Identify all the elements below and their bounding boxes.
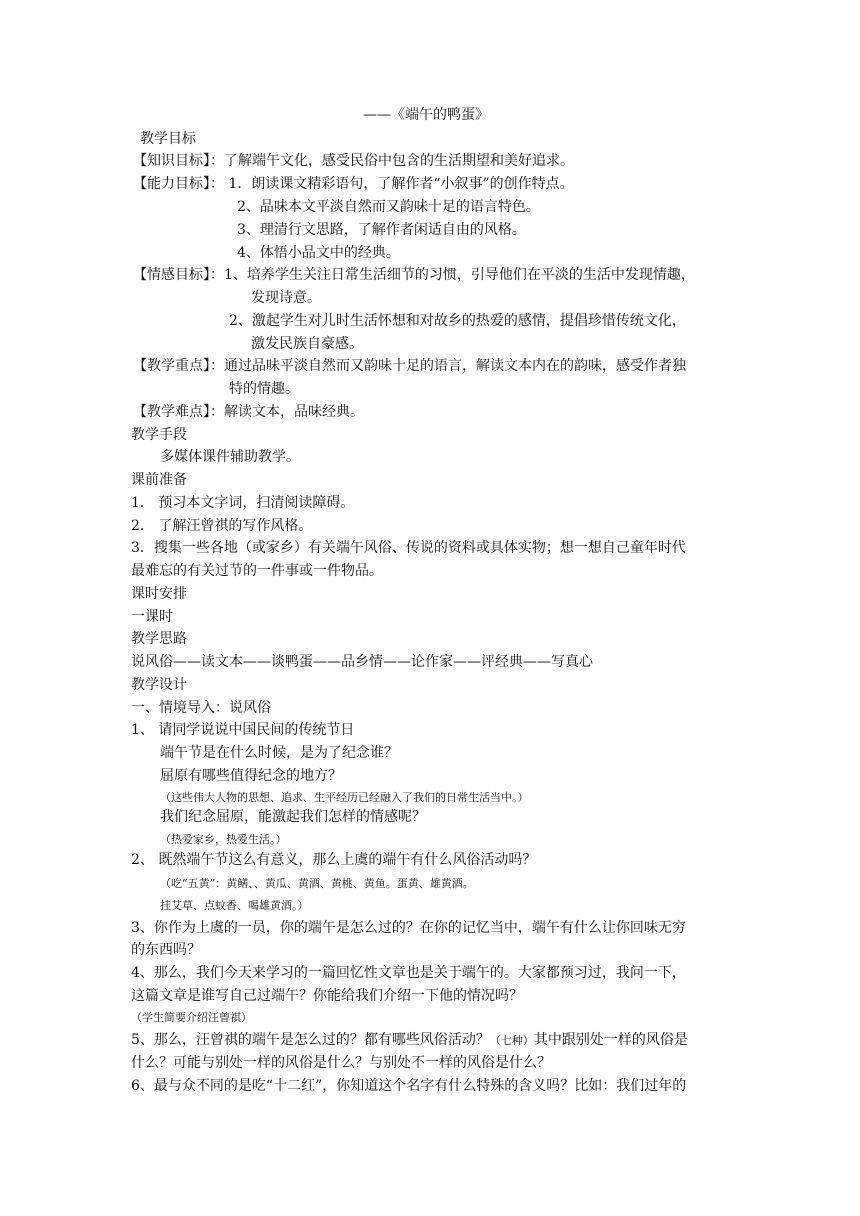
note-2: （热爱家乡，热爱生活。）	[160, 833, 287, 846]
item-5-note: （七种）	[489, 1034, 534, 1047]
prep-item-2: 2． 了解汪曾祺的写作风格。	[131, 518, 313, 534]
note-1: （这些伟大人物的思想、追求、生平经历已经融入了我们的日常生活当中。）	[160, 791, 529, 804]
item-2: 2、 既然端午节这么有意义，那么上虞的端午有什么风俗活动吗？	[131, 852, 537, 868]
item-5-cont: 什么？可能与别处一样的风俗是什么？与别处不一样的风俗是什么？	[131, 1055, 551, 1071]
ability-goal-1: 【能力目标】： 1．朗读课文精彩语句，了解作者“小叙事”的创作特点。	[133, 176, 574, 192]
emotion-goal-1-cont: 发现诗意。	[251, 290, 321, 306]
item-5-text-end: 其中跟别处一样的风俗是	[533, 1032, 688, 1048]
question-1: 端午节是在什么时候，是为了纪念谁？	[160, 745, 398, 761]
item-4-cont: 这篇文章是谁写自己过端午？你能给我们介绍一下他的情况吗？	[131, 988, 523, 1004]
emotion-goal-2: 2、激起学生对儿时生活怀想和对故乡的热爱的感情，提倡珍惜传统文化，	[229, 313, 686, 329]
heading-schedule: 课时安排	[131, 586, 187, 602]
difficult-point: 【教学难点】：解读文本，品味经典。	[133, 404, 364, 420]
emotion-goal-2-cont: 激发民族自豪感。	[251, 336, 363, 352]
heading-teaching-goals: 教学目标	[140, 131, 196, 147]
item-5	[131, 1029, 688, 1052]
note-3: （吃“五黄”：黄鳝、、黄瓜、黄酒、黄桃、黄鱼。蛋黄、雄黄酒。	[160, 877, 474, 890]
teaching-means-text: 多媒体课件辅助教学。	[160, 449, 300, 465]
heading-approach: 教学思路	[131, 631, 187, 647]
note-4: （学生简要介绍汪曾祺）	[131, 1011, 252, 1024]
item-4: 4、那么，我们今天来学习的一篇回忆性文章也是关于端午的。大家都预习过，我问一下，	[131, 965, 686, 981]
section-1-title: 一、情境导入：说风俗	[131, 700, 271, 716]
question-2: 屈原有哪些值得纪念的地方？	[160, 768, 342, 784]
note-3-cont: 挂艾草、点蚊香、喝雄黄酒。）	[160, 899, 309, 912]
key-point: 【教学重点】：通过品味平淡自然而又韵味十足的语言，解读文本内在的韵味，感受作者独	[133, 358, 686, 374]
item-1: 1、 请同学说说中国民间的传统节日	[131, 722, 355, 738]
schedule-text: 一课时	[131, 609, 173, 625]
item-5-text: 5、那么，汪曾祺的端午是怎么过的？都有哪些风俗活动？	[131, 1032, 490, 1048]
item-3: 3、你作为上虞的一员，你的端午是怎么过的？在你的记忆当中，端午有什么让你回味无穷	[131, 920, 686, 936]
item-6: 6、最与众不同的是吃“十二红”，你知道这个名字有什么特殊的含义吗？比如：我们过年的	[131, 1078, 687, 1094]
prep-item-3: 3．搜集一些各地（或家乡）有关端午风俗、传说的资料或具体实物；想一想自己童年时代	[131, 540, 686, 556]
ability-goal-3: 3、理清行文思路，了解作者闲适自由的风格。	[237, 222, 526, 238]
heading-teaching-means: 教学手段	[131, 427, 187, 443]
knowledge-goal: 【知识目标】：了解端午文化，感受民俗中包含的生活期望和美好追求。	[133, 153, 574, 169]
prep-item-3-cont: 最难忘的有关过节的一件事或一件物品。	[131, 563, 383, 579]
heading-preparation: 课前准备	[131, 472, 187, 488]
ability-goal-2: 2、品味本文平淡自然而又韵味十足的语言特色。	[237, 199, 540, 215]
heading-design: 教学设计	[131, 677, 187, 693]
key-point-cont: 特的情趣。	[229, 381, 299, 397]
emotion-goal-1: 【情感目标】：1、培养学生关注日常生活细节的习惯，引导他们在平淡的生活中发现情趣，	[133, 267, 695, 283]
item-3-cont: 的东西吗？	[131, 942, 201, 958]
prep-item-1: 1． 预习本文字词，扫清阅读障碍。	[131, 495, 355, 511]
question-3: 我们纪念屈原，能激起我们怎样的情感呢？	[160, 809, 426, 825]
approach-text: 说风俗——读文本——谈鸭蛋——品乡情——论作家——评经典——写真心	[131, 654, 593, 670]
ability-goal-4: 4、体悟小品文中的经典。	[237, 245, 400, 261]
subtitle: ——《端午的鸭蛋》	[363, 107, 489, 123]
